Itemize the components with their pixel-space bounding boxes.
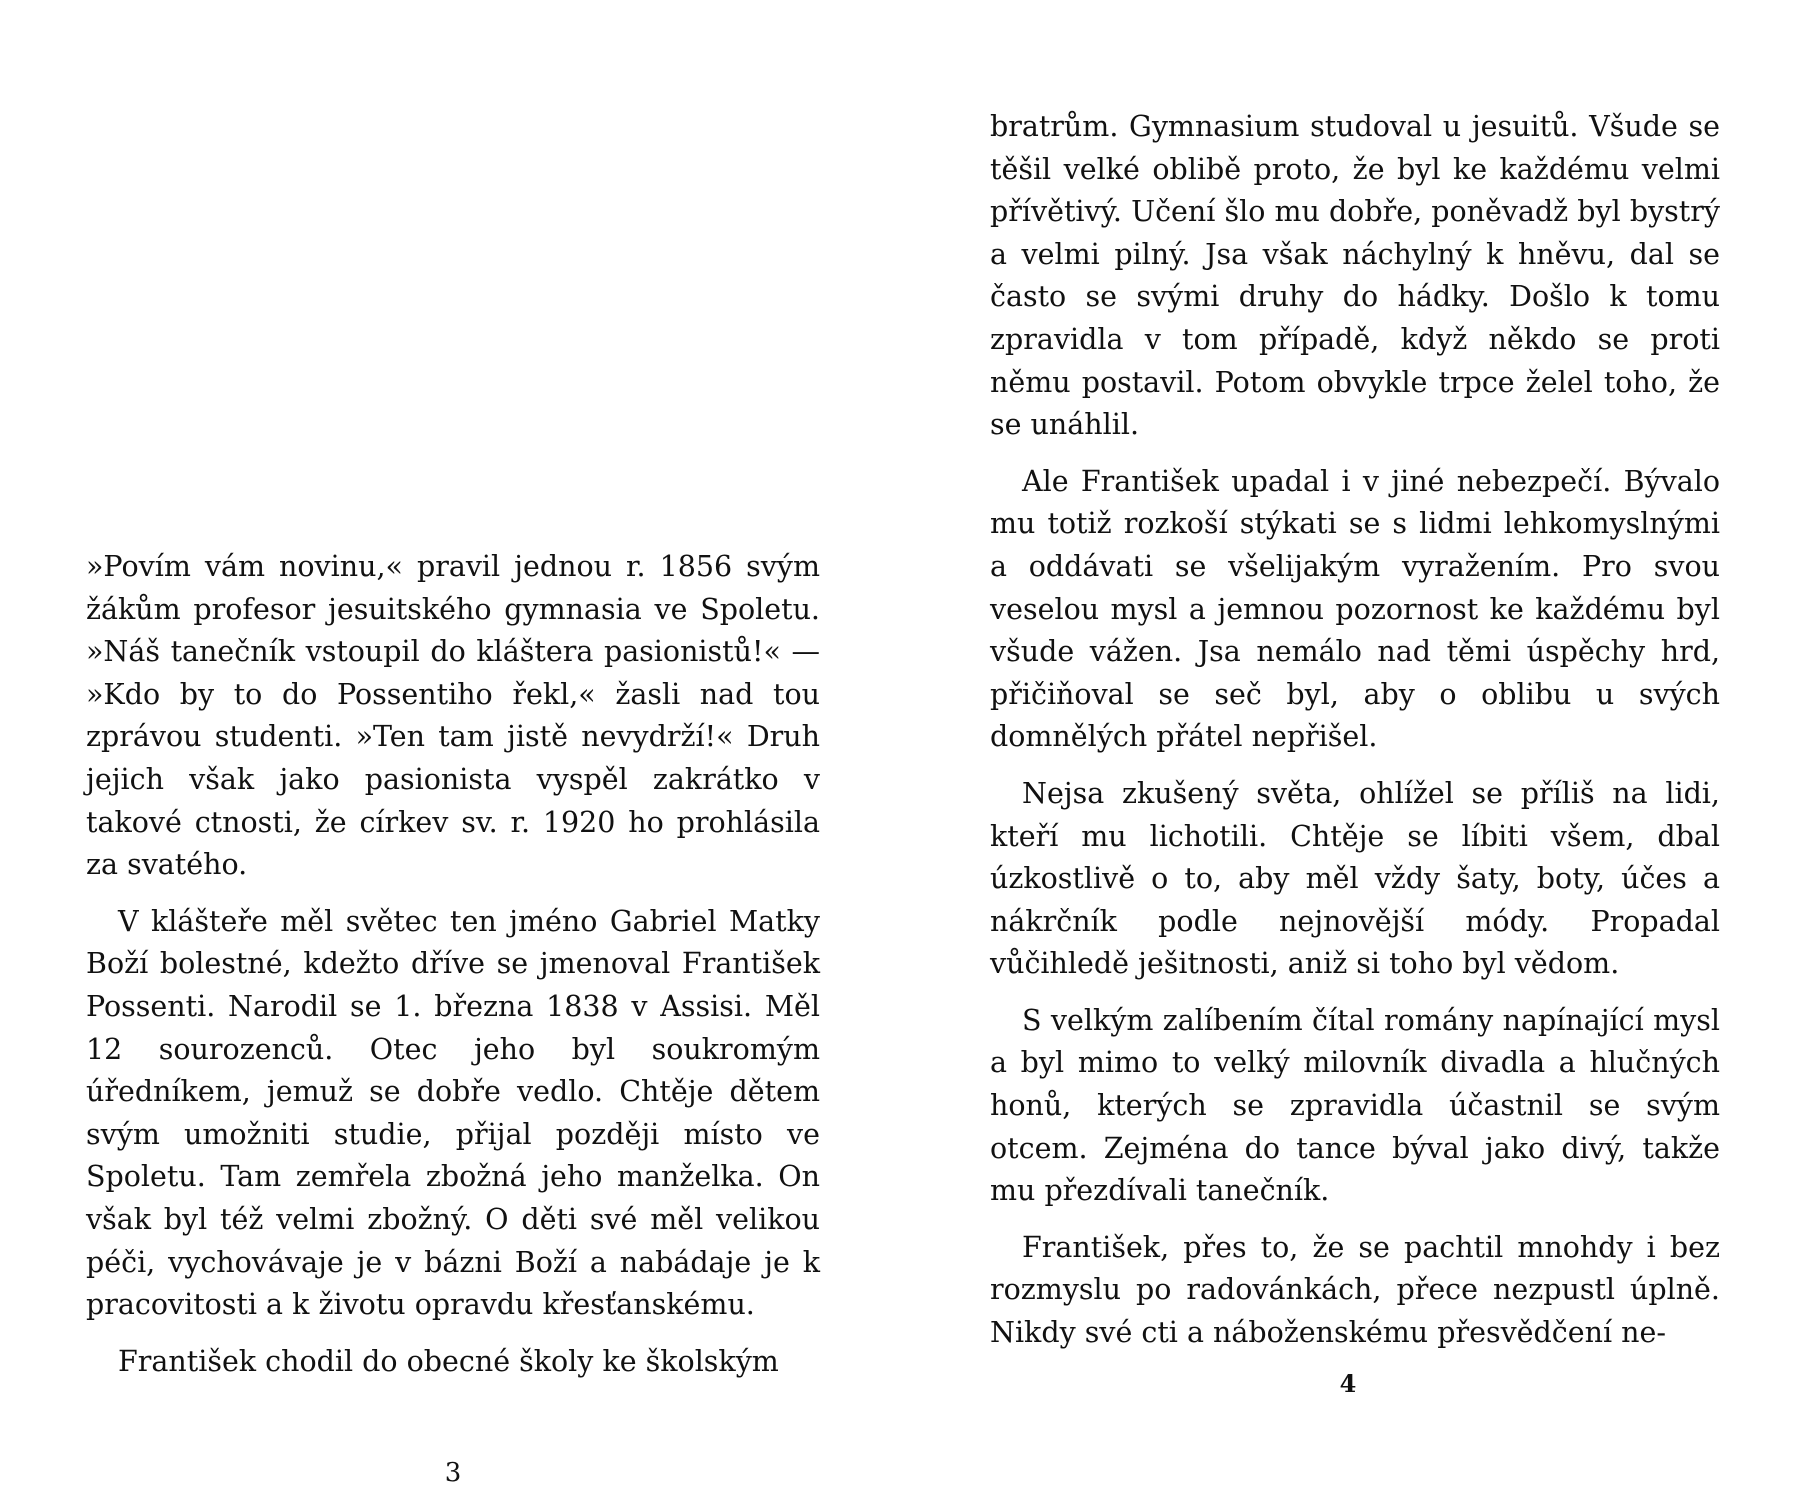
paragraph: František, přes to, že se pachtil mnohdy i bez rozmyslu po radovánkách, přece nezpustl úplně. Nikdy své cti a náboženskému přesvědčení ne- — [990, 1230, 1720, 1350]
paragraph: V klášteře měl světec ten jméno Gabriel Matky Boží bolestné, kdežto dříve se jmenoval František Possenti. Narodil se 1. března 1838 v Assisi. Měl 12 sourozenců. Otec jeho byl soukromým úředníkem, jemuž se dobře vedlo. Chtěje dětem svým umožniti studie, přijal později místo ve Spoletu. Tam zemřela zbožná jeho manželka. On však byl též velmi zbožný. O děti své měl velikou péči, vychovávaje je v bázni Boží a nabádaje je k pracovitosti a k životu opravdu křesťanskému. — [86, 904, 820, 1322]
left-page-text — [86, 546, 820, 1397]
page-number: 4 — [1339, 1369, 1357, 1398]
paragraph: Ale František upadal i v jiné nebezpečí. Bývalo mu totiž rozkoší stýkati se s lidmi lehkomyslnými a oddávati se všelijakým vyražením. Pro svou veselou mysl a jemnou pozornost ke každému byl všude vážen. Jsa nemálo nad těmi úspěchy hrd, přičiňoval se seč byl, aby o oblibu u svých domnělých přátel nepřišel. — [990, 464, 1720, 754]
page-number: 3 — [444, 1458, 462, 1488]
paragraph: bratrům. Gymnasium studoval u jesuitů. Všude se těšil velké oblibě proto, že byl ke každému velmi přívětivý. Učení šlo mu dobře, poněvadž byl bystrý a velmi pilný. Jsa však náchylný k hněvu, dal se často se svými druhy do hádky. Došlo k tomu zpravidla v tom případě, když někdo se proti němu postavil. Potom obvykle trpce želel toho, že se unáhlil. — [990, 110, 1720, 442]
left-page — [86, 0, 820, 1500]
right-page-text — [990, 106, 1720, 1369]
right-page — [990, 0, 1720, 1500]
paragraph: S velkým zalíbením čítal romány napínající mysl a byl mimo to velký milovník divadla a hlučných honů, kterých se zpravidla účastnil se svým otcem. Zejména do tance býval jako divý, takže mu přezdívali tanečník. — [990, 1003, 1720, 1208]
paragraph: »Povím vám novinu,« pravil jednou r. 1856 svým žákům profesor jesuitského gymnasia ve Spoletu. »Náš tanečník vstoupil do kláštera pasionistů!« — »Kdo by to do Possentiho řekl,« žasli nad tou zprávou studenti. »Ten tam jistě nevydrží!« Druh jejich však jako pasionista vyspěl zakrátko v takové ctnosti, že církev sv. r. 1920 ho prohlásila za svatého. — [86, 550, 820, 882]
paragraph: František chodil do obecné školy ke školským — [118, 1344, 779, 1378]
paragraph: Nejsa zkušený světa, ohlížel se příliš na lidi, kteří mu lichotili. Chtěje se líbiti všem, dbal úzkostlivě o to, aby měl vždy šaty, boty, účes a nákrčník podle nejnovější módy. Propadal vůčihledě ješitnosti, aniž si toho byl vědom. — [990, 776, 1720, 981]
